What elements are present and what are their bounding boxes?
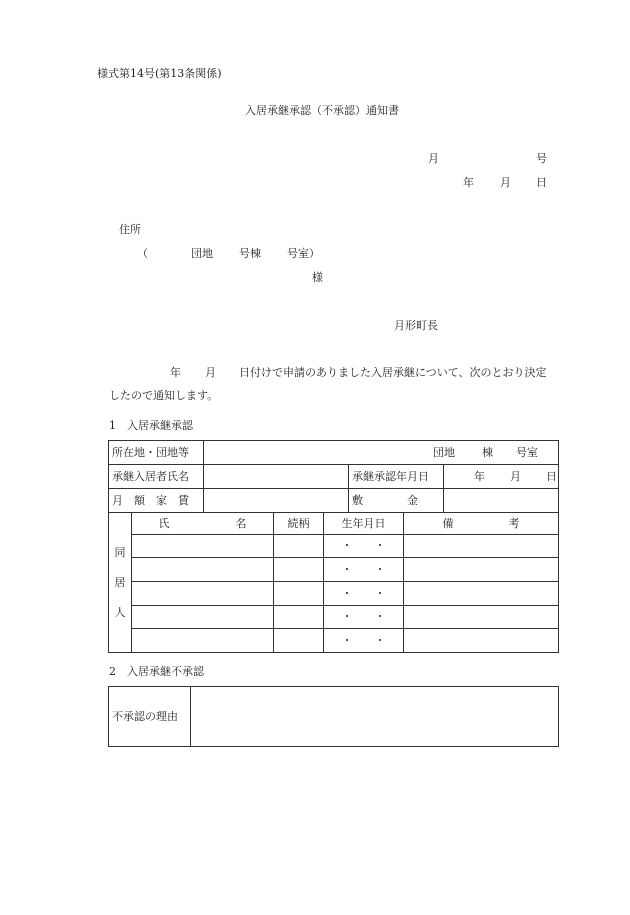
rent-label: 月 額 家 賃 [109,489,204,513]
cohabitant-row [109,535,559,558]
issuer: 月形町長 [394,319,438,332]
rent-value[interactable] [204,489,349,513]
cohabitant-row [109,558,559,582]
col-relation: 続柄 [274,513,324,535]
cohabitant-birth[interactable]: ・ ・ [324,606,404,629]
cohabitant-note[interactable] [404,629,559,653]
col-note: 備 考 [404,513,559,535]
complex-label: 団地 [191,247,213,260]
successor-label: 承継入居者氏名 [109,465,204,489]
successor-value[interactable] [204,465,349,489]
cohabitant-note[interactable] [404,606,559,629]
approval-day: 日 [546,469,557,483]
paren-open: （ [137,247,148,260]
approval-date-label: 承継承認年月日 [349,465,444,489]
body-line2: したので通知します。 [109,389,219,402]
cohabitant-row [109,606,559,629]
location-building: 棟 [482,445,493,459]
cohabitant-birth[interactable]: ・ ・ [324,582,404,606]
deposit-label: 敷 金 [349,489,444,513]
cohabitant-relation[interactable] [274,629,324,653]
cohabitant-char-2: 居 [114,575,126,589]
cohabitant-birth[interactable]: ・ ・ [324,629,404,653]
approval-month: 月 [510,469,521,483]
date-day: 日 [536,176,547,189]
section2-heading: 2 入居承継不承認 [109,665,204,678]
ref-number: 号 [536,152,547,165]
location-room: 号室 [516,445,538,459]
deposit-value[interactable] [444,489,559,513]
location-row [109,441,559,465]
cohabitant-relation[interactable] [274,558,324,582]
body-month: 月 [205,366,216,379]
approval-date-value[interactable] [444,465,559,489]
reason-label: 不承認の理由 [109,687,191,747]
approval-year: 年 [474,469,485,483]
cohabitant-name[interactable] [132,606,274,629]
cohabitant-note[interactable] [404,558,559,582]
cohabitant-char-3: 人 [114,605,126,619]
disapproval-table [108,686,559,747]
reason-value[interactable] [191,687,559,747]
building-label: 号棟 [239,247,261,260]
cohabitant-name[interactable] [132,535,274,558]
cohabitant-note[interactable] [404,535,559,558]
address-label: 住所 [119,223,141,236]
cohabitant-char-1: 同 [114,545,126,559]
form-number: 様式第14号(第13条関係) [97,67,222,80]
reason-row [109,687,559,747]
cohabitant-note[interactable] [404,582,559,606]
ref-month: 月 [428,152,439,165]
cohabitant-table [108,512,559,653]
cohabitant-name[interactable] [132,582,274,606]
successor-row [109,465,559,489]
cohabitant-relation[interactable] [274,582,324,606]
section1-heading: 1 入居承継承認 [109,419,193,432]
approval-info-table [108,440,559,513]
body-line1: 日付けで申請のありました入居承継について、次のとおり決定 [239,366,547,379]
cohabitant-birth[interactable]: ・ ・ [324,558,404,582]
cohabitant-row [109,582,559,606]
honorific: 様 [312,271,323,284]
cohabitant-vertical-label [109,513,132,653]
location-label: 所在地・団地等 [109,441,204,465]
cohabitant-birth[interactable]: ・ ・ [324,535,404,558]
col-name: 氏 名 [132,513,274,535]
cohabitant-name[interactable] [132,629,274,653]
date-month: 月 [500,176,511,189]
rent-row [109,489,559,513]
room-label: 号室） [287,247,320,260]
cohabitant-header-row [109,513,559,535]
body-year: 年 [170,366,181,379]
cohabitant-relation[interactable] [274,535,324,558]
document-title: 入居承継承認（不承認）通知書 [245,104,399,117]
date-year: 年 [463,176,474,189]
location-complex: 団地 [433,445,455,459]
location-value[interactable] [204,441,559,465]
cohabitant-relation[interactable] [274,606,324,629]
cohabitant-row [109,629,559,653]
cohabitant-name[interactable] [132,558,274,582]
col-birth: 生年月日 [324,513,404,535]
